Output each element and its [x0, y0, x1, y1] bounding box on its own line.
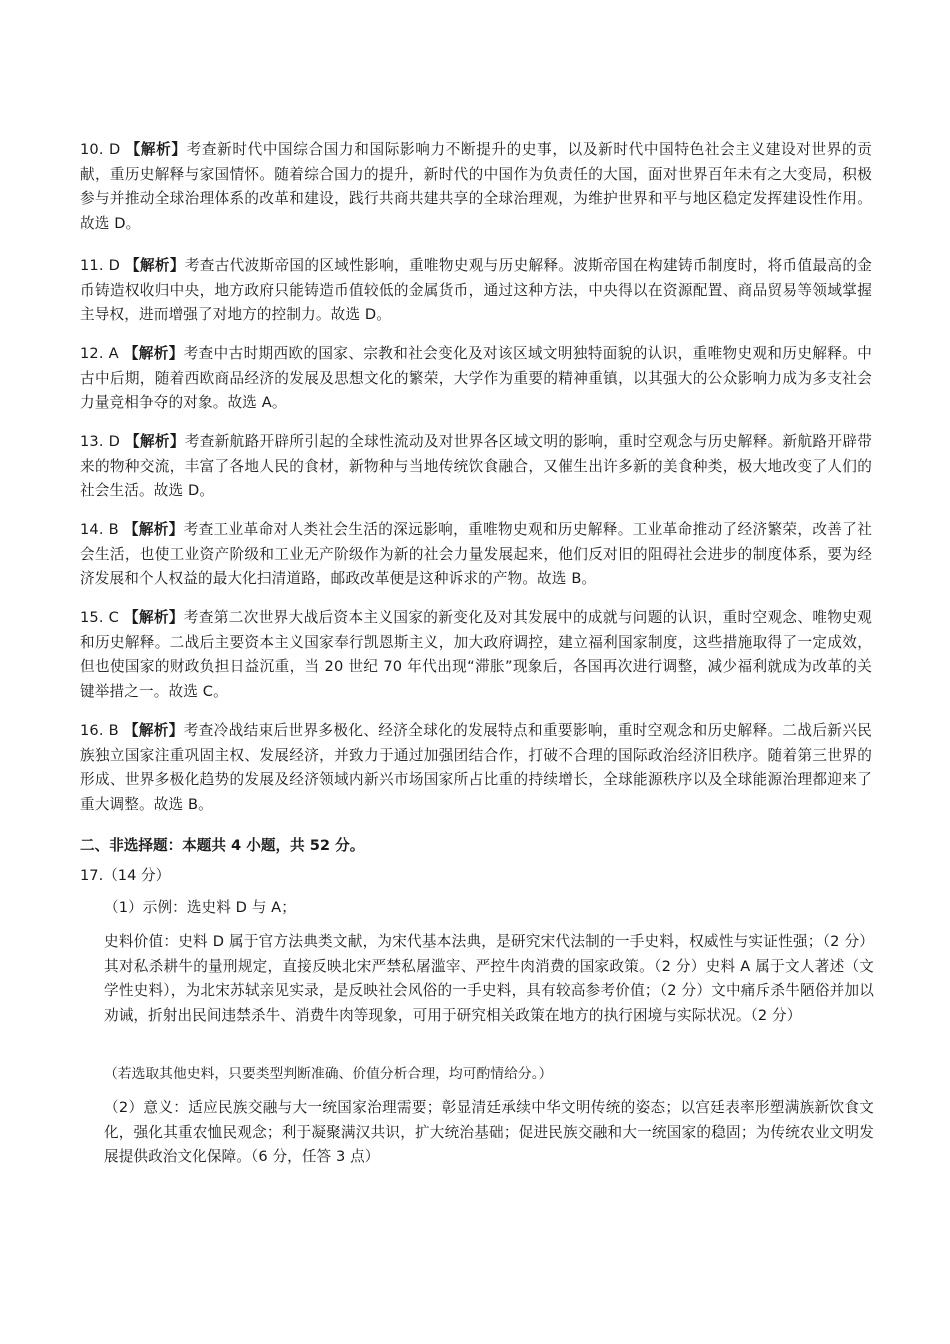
- analysis-tag: 【解析】: [125, 257, 185, 274]
- answer-15: [80, 606, 872, 704]
- answer-text: 考查新航路开辟所引起的全球性流动及对世界各区域文明的影响，重时空观念与历史解释。新航路开辟带来的物种交流，丰富了各地人民的食材，新物种与当地传统饮食融合，又催生出许多新的美食种类，极大地改变了人们的社会生活。故选 D。: [80, 433, 873, 500]
- answer-number: 13. D: [80, 433, 121, 450]
- answer-11: [80, 254, 872, 328]
- section-title: 二、非选择题：本题共 4 小题，共 52 分。: [80, 837, 365, 854]
- answer-16: [80, 719, 872, 817]
- answer-number: 12. A: [80, 345, 119, 362]
- answer-text: 考查新时代中国综合国力和国际影响力不断提升的史事，以及新时代中国特色社会主义建设对世界的贡献，重历史解释与家国情怀。随着综合国力的提升，新时代的中国作为负责任的大国，面对世界百年未有之大变局，积极参与并推动全球治理体系的改革和建设，践行共商共建共享的全球治理观，为维护世界和平与地区稳定发挥建设性作用。故选 D。: [80, 141, 872, 232]
- scoring-note: （若选取其他史料，只要类型判断准确、价值分析合理，均可酌情给分。）: [104, 1066, 553, 1082]
- answer-text: 考查第二次世界大战后资本主义国家的新变化及对其发展中的成就与问题的认识，重时空观念、唯物史观和历史解释。二战后主要资本主义国家奉行凯恩斯主义，加大政府调控，建立福利国家制度，这些措施取得了一定成效，但也使国家的财政负担日益沉重，当 20 世纪 70 年代出现“滞胀”现象后，各国再次进行调整，减少福利就成为改革的关键举措之一。故选 C。: [80, 609, 872, 700]
- answer-number: 16. B: [80, 722, 119, 739]
- answer-text: 考查冷战结束后世界多极化、经济全球化的发展特点和重要影响，重时空观念和历史解释。二战后新兴民族独立国家注重巩固主权、发展经济，并致力于通过加强团结合作，打破不合理的国际政治经济旧秩序。随着第三世界的形成、世界多极化趋势的发展及经济领域内新兴市场国家所占比重的持续增长，全球能源秩序以及全球能源治理都迎来了重大调整。故选 B。: [80, 722, 872, 813]
- analysis-tag: 【解析】: [125, 141, 187, 158]
- analysis-tag: 【解析】: [123, 722, 184, 739]
- answer-10: [80, 138, 872, 236]
- q17-part2: （2）意义：适应民族交融与大一统国家治理需要；彰显清廷承续中华文明传统的姿态；以宫廷表率形塑满族新饮食文化，强化其重农恤民观念；利于凝聚满汉共识，扩大统治基础；促进民族交融和大一统国家的稳固；为传统农业文明发展提供政治文化保障。（6 分，任答 3 点）: [104, 1099, 874, 1166]
- analysis-tag: 【解析】: [124, 609, 184, 626]
- q17-part1-value: 史料价值：史料 D 属于官方法典类文献，为宋代基本法典，是研究宋代法制的一手史料，权威性与实证性强；（2 分）其对私杀耕牛的量刑规定，直接反映北宋严禁私屠滥宰、严控牛肉消费的国家政策。（2 分）史料 A 属于文人著述（文学性史料），为北宋苏轼亲见实录，是反映社会风俗的一手史料，具有较高参考价值；（2 分）文中痛斥杀牛陋俗并加以劝诫，折射出民间违禁杀牛、消费牛肉等现象，可用于研究相关政策在地方的执行困境与实际状况。（2 分）: [104, 933, 874, 1024]
- answer-number: 11. D: [80, 257, 121, 274]
- answer-text: 考查工业革命对人类社会生活的深远影响，重唯物史观和历史解释。工业革命推动了经济繁荣，改善了社会生活，也使工业资产阶级和工业无产阶级作为新的社会力量发展起来，他们反对旧的阻碍社会进步的制度体系，要为经济发展和个人权益的最大化扫清道路，邮政改革便是这种诉求的产物。故选 B。: [80, 521, 872, 588]
- answer-12: [80, 342, 872, 416]
- answer-14: [80, 518, 872, 592]
- analysis-tag: 【解析】: [123, 521, 184, 538]
- answer-number: 15. C: [80, 609, 120, 626]
- answer-number: 14. B: [80, 521, 119, 538]
- question-17-header: 17.（14 分）: [80, 867, 171, 884]
- analysis-tag: 【解析】: [123, 345, 184, 362]
- answer-13: [80, 430, 872, 504]
- q17-part1: （1）示例：选史料 D 与 A；: [104, 899, 296, 916]
- answer-text: 考查中古时期西欧的国家、宗教和社会变化及对该区域文明独特面貌的认识，重唯物史观和历史解释。中古中后期，随着西欧商品经济的发展及思想文化的繁荣，大学作为重要的精神重镇，以其强大的公众影响力成为多支社会力量竞相争夺的对象。故选 A。: [80, 345, 872, 412]
- answer-text: 考查古代波斯帝国的区域性影响，重唯物史观与历史解释。波斯帝国在构建铸币制度时，将币值最高的金币铸造权收归中央，地方政府只能铸造币值较低的金属货币，通过这种方法，中央得以在资源配置、商品贸易等领域掌握主导权，进而增强了对地方的控制力。故选 D。: [80, 257, 873, 324]
- answer-number: 10. D: [80, 141, 121, 158]
- analysis-tag: 【解析】: [125, 433, 185, 450]
